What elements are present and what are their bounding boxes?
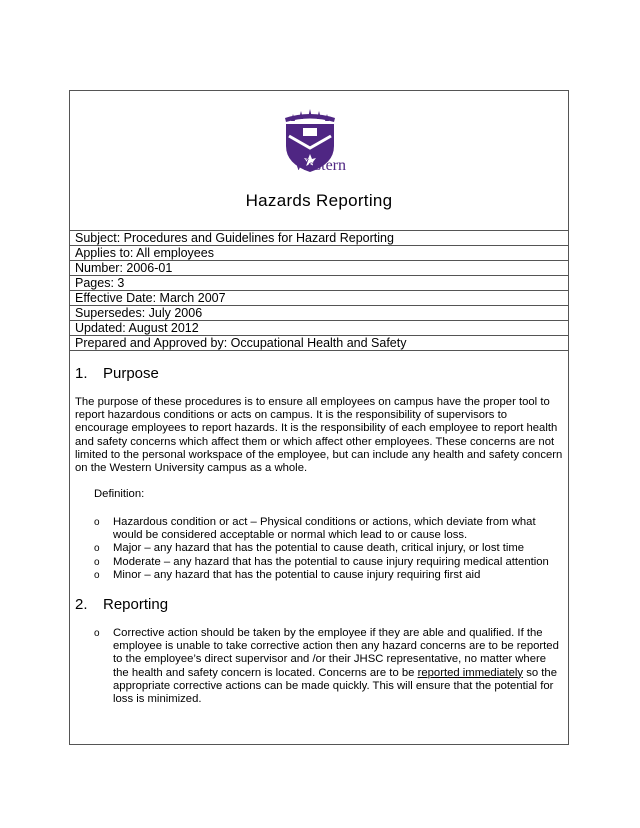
list-item: o Hazardous condition or act – Physical conditions or actions, which deviate from what would be considered acceptable or normal which lead to or cause loss. — [94, 516, 536, 542]
purpose-paragraph: The purpose of these procedures is to ensure all employees on campus have the proper tool to report hazardous conditions or acts on campus. It is the responsibility of supervisors to encourage employees to report hazards. It is the responsibility of each employee to report health and safety concerns which affect them or which affect other employees. These concerns are not limited to the personal workspace of the employee, but can include any health and safety concern on the Western University campus as a whole. — [75, 396, 563, 475]
section-number: 2. — [75, 596, 88, 613]
logo-wordmark: Western — [293, 157, 347, 174]
list-item: o Minor – any hazard that has the potential to cause injury requiring first aid — [94, 568, 481, 581]
section-title: Purpose — [103, 365, 159, 382]
underlined-emphasis: reported immediately — [417, 666, 524, 679]
meta-updated: Updated: August 2012 — [69, 321, 569, 336]
meta-supersedes: Supersedes: July 2006 — [69, 306, 569, 321]
section-title: Reporting — [103, 596, 169, 613]
meta-number: Number: 2006-01 — [69, 261, 569, 276]
reporting-list — [94, 627, 562, 706]
list-item: o Moderate – any hazard that has the potential to cause injury requiring medical attention — [94, 555, 549, 568]
meta-pages: Pages: 3 — [69, 276, 569, 291]
definition-list — [94, 516, 562, 582]
meta-subject: Subject: Procedures and Guidelines for Hazard Reporting — [69, 231, 569, 246]
section-heading-purpose — [75, 365, 159, 382]
meta-effective-date: Effective Date: March 2007 — [69, 291, 569, 306]
definition-label: Definition: — [94, 488, 145, 500]
meta-applies-to: Applies to: All employees — [69, 246, 569, 261]
list-item: o Major – any hazard that has the potential to cause death, critical injury, or lost time — [94, 542, 525, 555]
meta-prepared-by: Prepared and Approved by: Occupational Health and Safety — [69, 336, 569, 351]
section-number: 1. — [75, 365, 88, 382]
bullet-icon: o — [94, 556, 100, 568]
policy-info-table — [69, 230, 569, 351]
page-title: Hazards Reporting — [245, 191, 393, 210]
bullet-icon: o — [94, 569, 100, 581]
bullet-icon: o — [94, 517, 100, 528]
list-item: o Corrective action should be taken by the employee if they are able and qualified. If the employee is unable to take corrective action then any hazard concerns are to be reported to the employee’s direct supervisor and /or their JHSC representative, no matter where the health and safety concern is located. Concerns are to be reported immediately so the appropriate corrective actions can be made quickly. This will ensure that the potential for loss is minimized. — [94, 627, 559, 706]
bullet-icon: o — [94, 628, 100, 639]
section-heading-reporting — [75, 596, 168, 613]
bullet-icon: o — [94, 543, 100, 555]
